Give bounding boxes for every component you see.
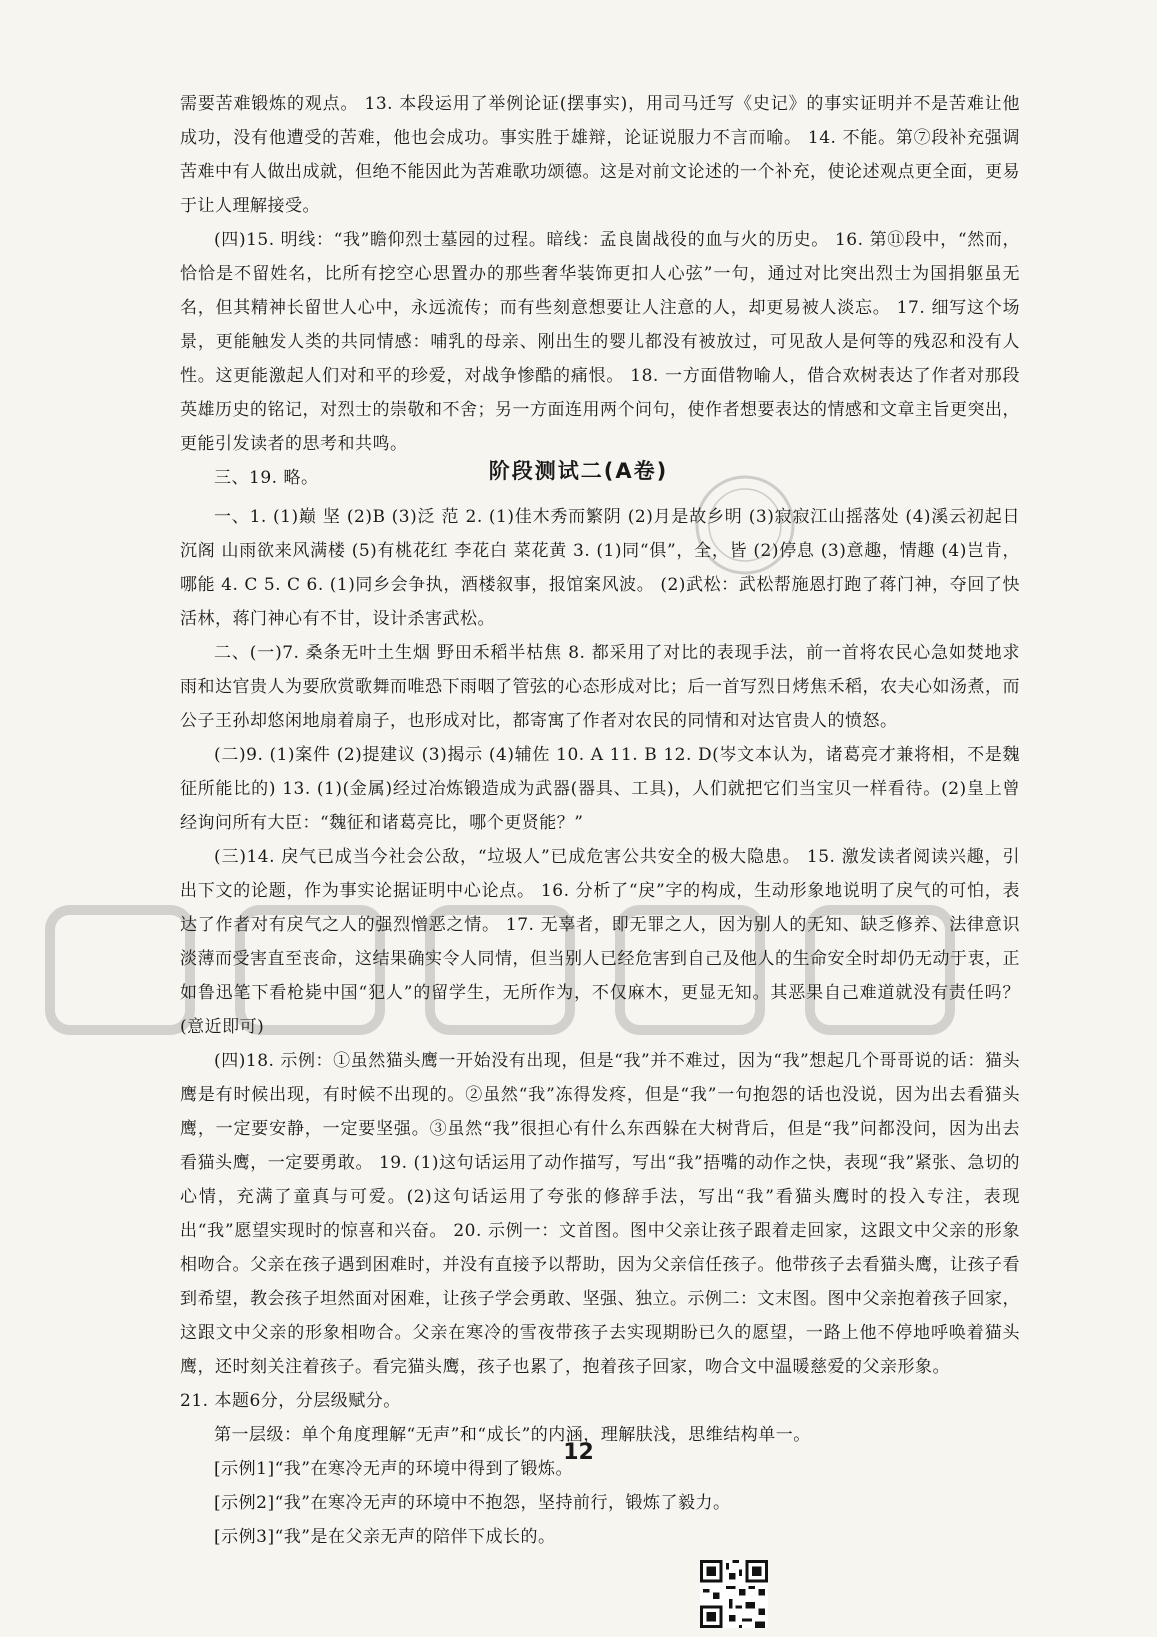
answer-21-intro: 21. 本题6分，分层级赋分。 <box>180 1391 401 1411</box>
section2-text <box>180 500 1020 1554</box>
section1-paragraph-13-14: 需要苦难锻炼的观点。 13. 本段运用了举例论证(摆事实)，用司马迁写《史记》的事实证明并不是苦难让他成功，没有他遭受的苦难，他也会成功。事实胜于雄辩，论证说服力不言而喻。 14. 不能。第⑦段补充强调苦难中有人做出成就，但绝不能因此为苦难歌功颂德。这是对前文论述的一个补充，使论述观点更全面，更易于让人理解接受。 <box>180 94 1020 216</box>
answer-21-example2: [示例2]“我”在寒冷无声的环境中不抱怨，坚持前行，锻炼了毅力。 <box>214 1493 731 1513</box>
section1-text <box>180 87 1020 495</box>
answer-part-2-2: (二)9. (1)案件 (2)提建议 (3)揭示 (4)辅佐 10. A 11. B 12. D(岑文本认为，诸葛亮才兼将相，不是魏征所能比的) 13. (1)(金属)经过冶炼锻造成为武器(器具、工具)，人们就把它们当宝贝一样看待。(2)皇上曾经询问所有大臣：“魏征和诸葛亮比，哪个更贤能？” <box>180 745 1020 833</box>
section1-paragraph-4: (四)15. 明线：“我”瞻仰烈士墓园的过程。暗线：孟良崮战役的血与火的历史。 16. 第⑪段中，“然而，恰恰是不留姓名，比所有挖空心思置办的那些奢华装饰更扣人心弦”一句，通过对比突出烈士为国捐躯虽无名，但其精神长留世人心中，永远流传；而有些刻意想要让人注意的人，却更易被人淡忘。 17. 细写这个场景，更能触发人类的共同情感：哺乳的母亲、刚出生的婴儿都没有被放过，可见敌人是何等的残忍和没有人性。这更能激起人们对和平的珍爱，对战争惨酷的痛恨。 18. 一方面借物喻人，借合欢树表达了作者对那段英雄历史的铭记，对烈士的崇敬和不舍；另一方面连用两个问句，使作者想要表达的情感和文章主旨更突出，更能引发读者的思考和共鸣。 <box>180 230 1020 454</box>
section-heading: 阶段测试二(A卷) <box>488 459 669 483</box>
answer-21-level1: 第一层级：单个角度理解“无声”和“成长”的内涵，理解肤浅，思维结构单一。 <box>214 1425 811 1445</box>
answer-21-example1: [示例1]“我”在寒冷无声的环境中得到了锻炼。 <box>214 1459 573 1479</box>
section1-paragraph-19: 三、19. 略。 <box>214 468 319 488</box>
qr-code-icon <box>700 1560 768 1628</box>
stamp-icon <box>690 470 800 580</box>
answer-21-example3: [示例3]“我”是在父亲无声的陪伴下成长的。 <box>214 1527 556 1547</box>
answer-part-2-4: (四)18. 示例：①虽然猫头鹰一开始没有出现，但是“我”并不难过，因为“我”想起几个哥哥说的话：猫头鹰是有时候出现，有时候不出现的。②虽然“我”冻得发疼，但是“我”一句抱怨的话也没说，因为出去看猫头鹰，一定要安静，一定要坚强。③虽然“我”很担心有什么东西躲在大树背后，但是“我”问都没问，因为出去看猫头鹰，一定要勇敢。 19. (1)这句话运用了动作描写，写出“我”捂嘴的动作之快，表现“我”紧张、急切的心情，充满了童真与可爱。(2)这句话运用了夸张的修辞手法，写出“我”看猫头鹰时的投入专注，表现出“我”愿望实现时的惊喜和兴奋。 20. 示例一：文首图。图中父亲让孩子跟着走回家，这跟文中父亲的形象相吻合。父亲在孩子遇到困难时，并没有直接予以帮助，因为父亲信任孩子。他带孩子去看猫头鹰，让孩子看到希望，教会孩子坦然面对困难，让孩子学会勇敢、坚强、独立。示例二：文末图。图中父亲抱着孩子回家，这跟文中父亲的形象相吻合。父亲在寒冷的雪夜带孩子去实现期盼已久的愿望，一路上他不停地呼唤着猫头鹰，还时刻关注着孩子。看完猫头鹰，孩子也累了，抱着孩子回家，吻合文中温暖慈爱的父亲形象。 <box>180 1051 1020 1377</box>
answer-part-2-1: 二、(一)7. 桑条无叶土生烟 野田禾稻半枯焦 8. 都采用了对比的表现手法，前一首将农民心急如焚地求雨和达官贵人为要欣赏歌舞而唯恐下雨咽了管弦的心态形成对比；后一首写烈日烤焦禾稻，农夫心如汤煮，而公子王孙却悠闲地扇着扇子，也形成对比，都寄寓了作者对农民的同情和对达官贵人的愤怒。 <box>180 643 1020 731</box>
answer-part-1: 一、1. (1)巅 坚 (2)B (3)泛 范 2. (1)佳木秀而繁阴 (2)月是故乡明 (3)寂寂江山摇落处 (4)溪云初起日沉阁 山雨欲来风满楼 (5)有桃花红 李花白 菜花黄 3. (1)同“俱”，全，皆 (2)停息 (3)意趣，情趣 (4)岂肯，哪能 4. C 5. C 6. (1)同乡会争执，酒楼叙事，报馆案风波。 (2)武松：武松帮施恩打跑了蒋门神，夺回了快活林，蒋门神心有不甘，设计杀害武松。 <box>180 507 1020 629</box>
answer-part-2-3: (三)14. 戾气已成当今社会公敌，“垃圾人”已成危害公共安全的极大隐患。 15. 激发读者阅读兴趣，引出下文的论题，作为事实论据证明中心论点。 16. 分析了“戾”字的构成，生动形象地说明了戾气的可怕，表达了作者对有戾气之人的强烈憎恶之情。 17. 无辜者，即无罪之人，因为别人的无知、缺乏修养、法律意识淡薄而受害直至丧命，这结果确实令人同情，但当别人已经危害到自己及他人的生命安全时却仍无动于衷，正如鲁迅笔下看枪毙中国“犯人”的留学生，无所作为，不仅麻木，更显无知。其恶果自己难道就没有责任吗？(意近即可) <box>180 847 1020 1037</box>
page-number: 12 <box>563 1440 594 1465</box>
